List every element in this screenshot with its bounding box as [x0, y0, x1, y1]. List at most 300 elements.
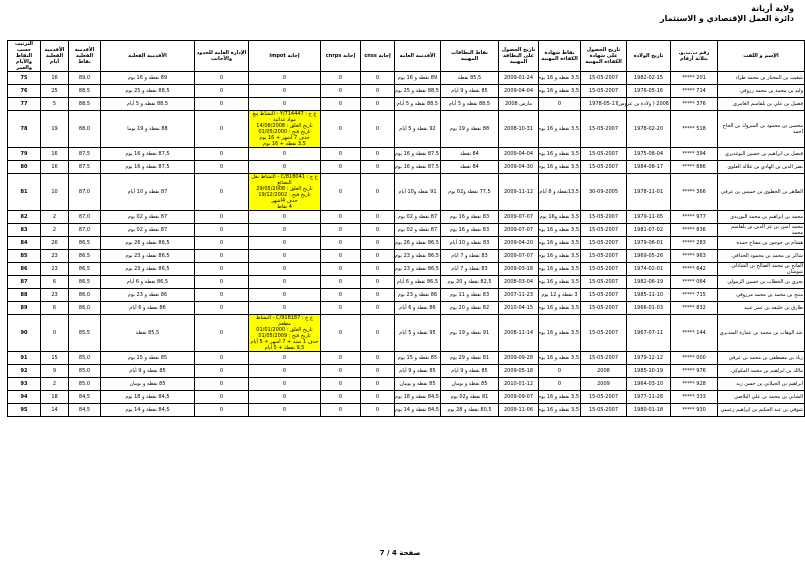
table-row — [8, 250, 805, 263]
impot-line: 0 — [282, 240, 287, 246]
cell-net: 88,5 نقطة و 5 أيام — [101, 98, 195, 111]
cell-cnrps: 0 — [321, 174, 361, 211]
impot-line: تاريخ فتح : 01/05/2009 — [258, 333, 311, 339]
impot-line: حذف 4أشهر — [271, 198, 298, 204]
cell-diploma-pts: 3,5 نقطة و 16 يوم — [539, 161, 581, 174]
cell-days: 16 — [41, 72, 69, 85]
cell-card-pts: 85 نقطة و 9 أيام — [441, 365, 499, 378]
cell-name: عبد الوهاب بن محمد بن عمارة السديري — [718, 315, 805, 352]
cell-dob: 1969-05-26 — [627, 250, 671, 263]
cell-net-pts: 86,5 — [69, 250, 101, 263]
cell-cin: 000 ***** — [671, 352, 718, 365]
impot-line: حذف 1 سنة + 7 أشهر + 5 أيام — [250, 339, 319, 345]
cell-impot — [249, 224, 321, 237]
cell-net-pts: 88,5 — [69, 98, 101, 111]
cell-name: شاكر بن محمد بن محمود الحداقي — [718, 250, 805, 263]
cell-name: هشام بن جوجور بن مفتاح حمده — [718, 237, 805, 250]
cell-days: 15 — [41, 352, 69, 365]
cell-diploma-pts: 3,5 نقطة و 16 يوم — [539, 404, 581, 417]
cell-card-date: 2009-07-07 — [499, 250, 539, 263]
cell-card-date: 2007-11-23 — [499, 289, 539, 302]
cell-general: 86,5 نقطة و 23 يوم — [395, 250, 441, 263]
cell-dob: 1979-11-05 — [627, 211, 671, 224]
cell-impot — [249, 148, 321, 161]
impot-line: 0 — [282, 88, 287, 94]
cell-rank: 95 — [8, 404, 41, 417]
cell-cin: 928 ***** — [671, 378, 718, 391]
cell-days: 2 — [41, 211, 69, 224]
cell-cnrps: 0 — [321, 378, 361, 391]
impot-line: 0 — [282, 266, 287, 272]
cell-dob: 2006 ( ولادة بن عروس) — [627, 98, 671, 111]
col-rank: الترتيب حسب النقاط والأيام والعمر — [8, 41, 41, 72]
impot-line: 0 — [282, 75, 287, 81]
cell-cnss: 0 — [361, 111, 395, 148]
cell-admin: 0 — [195, 98, 249, 111]
cell-dob: 1966-01-03 — [627, 302, 671, 315]
cell-net: 86,5 نقطة و 23 يوم — [101, 263, 195, 276]
cell-diploma-date: 15-05-2007 — [581, 289, 627, 302]
impot-line: 0 — [282, 381, 287, 387]
impot-line: 0 — [282, 407, 287, 413]
cell-admin: 0 — [195, 161, 249, 174]
col-cnss: إجابة cnss — [361, 41, 395, 72]
table-row — [8, 161, 805, 174]
cell-name: الطاهر بن الحطوي بن خميس بن عرفي — [718, 174, 805, 211]
cell-dob: 1967-07-11 — [627, 315, 671, 352]
cell-admin: 0 — [195, 315, 249, 352]
cell-general: 85 نقطة و 15 يوم — [395, 352, 441, 365]
cell-diploma-date: 15-05-2007 — [581, 404, 627, 417]
cell-card-date: مارس 2008 — [499, 98, 539, 111]
cell-rank: 77 — [8, 98, 41, 111]
cell-cnrps: 0 — [321, 224, 361, 237]
cell-cnss: 0 — [361, 276, 395, 289]
cell-card-date: 2010-04-15 — [499, 302, 539, 315]
cell-cin: 886 ***** — [671, 161, 718, 174]
cell-impot — [249, 276, 321, 289]
cell-card-pts: 85 نقطة و 9 أيام — [441, 85, 499, 98]
cell-diploma-date: 15-05-2007 — [581, 161, 627, 174]
cell-impot — [249, 85, 321, 98]
impot-line: حذف 7 أشهر + 16 يوم — [259, 135, 310, 141]
cell-card-pts: 83 نقطة و 7 أيام — [441, 263, 499, 276]
ranking-table — [7, 40, 805, 417]
impot-line: تاريخ الغلق : 29/05/2008 — [256, 186, 313, 192]
cell-admin: 0 — [195, 391, 249, 404]
cell-diploma-pts: 3,5 نقطة و 16 يوم — [539, 391, 581, 404]
cell-impot — [249, 302, 321, 315]
cell-admin: 0 — [195, 263, 249, 276]
table-row — [8, 237, 805, 250]
cell-admin: 0 — [195, 404, 249, 417]
cell-net-pts: 89,0 — [69, 72, 101, 85]
cell-cnss: 0 — [361, 250, 395, 263]
cell-cin: 144 ***** — [671, 315, 718, 352]
cell-net-pts: 87,0 — [69, 174, 101, 211]
cell-net-pts: 86,5 — [69, 237, 101, 250]
cell-general: 84,5 نقطة و 14 يوم — [395, 404, 441, 417]
cell-rank: 78 — [8, 111, 41, 148]
cell-days: 23 — [41, 250, 69, 263]
cell-card-date: 2009-04-30 — [499, 161, 539, 174]
cell-card-date: 2009-07-07 — [499, 224, 539, 237]
impot-line: 0 — [282, 394, 287, 400]
cell-general: 86 نقطة و 6 أيام — [395, 302, 441, 315]
impot-line: ع ج : C/818041 - النشاط نقل البضائع — [251, 174, 318, 186]
cell-general: 86,5 نقطة و 23 يوم — [395, 263, 441, 276]
cell-net-pts: 88,5 — [69, 85, 101, 98]
cell-general: 84,5 نقطة و 18 يوم — [395, 391, 441, 404]
table-row — [8, 391, 805, 404]
cell-cnrps: 0 — [321, 72, 361, 85]
cell-cin: 333 ***** — [671, 391, 718, 404]
cell-diploma-date: 30-09-2005 — [581, 174, 627, 211]
cell-general: 86,5 نقطة و 26 يوم — [395, 237, 441, 250]
cell-rank: 91 — [8, 352, 41, 365]
cell-impot — [249, 250, 321, 263]
cell-net-pts: 87,0 — [69, 224, 101, 237]
cell-net: 89 نقطة و 16 يوم — [101, 72, 195, 85]
cell-card-pts: 83 نقطة و 16 يوم — [441, 211, 499, 224]
cell-net: 84,5 نقطة و 14 يوم — [101, 404, 195, 417]
cell-cnrps: 0 — [321, 211, 361, 224]
cell-general: 87 نقطة و 02 يوم — [395, 211, 441, 224]
cell-admin: 0 — [195, 378, 249, 391]
cell-rank: 83 — [8, 224, 41, 237]
cell-diploma-date: 15-05-2007 — [581, 224, 627, 237]
table-row — [8, 98, 805, 111]
cell-dob: 1977-11-28 — [627, 391, 671, 404]
cell-net: 86,5 نقطة و 23 يوم — [101, 250, 195, 263]
cell-cin: 714 ***** — [671, 85, 718, 98]
table-row — [8, 148, 805, 161]
cell-cnss: 0 — [361, 302, 395, 315]
cell-rank: 81 — [8, 174, 41, 211]
cell-diploma-pts: 3,5 نقطة و 16 يوم — [539, 85, 581, 98]
cell-impot — [249, 378, 321, 391]
table-header-row — [8, 41, 805, 72]
cell-impot — [249, 263, 321, 276]
table-row — [8, 211, 805, 224]
cell-admin: 0 — [195, 211, 249, 224]
cell-diploma-pts: 3,5 نقطة و16 يوم — [539, 211, 581, 224]
cell-rank: 80 — [8, 161, 41, 174]
cell-diploma-pts: 3,5 نقطة و 16 يوم — [539, 237, 581, 250]
cell-days: 26 — [41, 237, 69, 250]
cell-cin: 836 ***** — [671, 224, 718, 237]
cell-impot — [249, 72, 321, 85]
cell-net: 84,5 نقطة و 18 يوم — [101, 391, 195, 404]
cell-name: الشابي بن محمد بن علي البلاصي — [718, 391, 805, 404]
cell-cnrps: 0 — [321, 111, 361, 148]
col-net-pts: الأقدمية الفعلية نقاط — [69, 41, 101, 72]
cell-diploma-pts: 3 نقطة و 12 يوم — [539, 289, 581, 302]
impot-line: تاريخ الغلق : 14/08/2008 — [256, 123, 313, 129]
table-row — [8, 404, 805, 417]
cell-impot — [249, 352, 321, 365]
cell-net-pts: 86,5 — [69, 263, 101, 276]
cell-cnrps: 0 — [321, 263, 361, 276]
cell-diploma-date: 15-05-2007 — [581, 391, 627, 404]
cell-name: طارق بن خليفة بن عمر عبيد — [718, 302, 805, 315]
impot-line: 4 نقاط — [277, 204, 292, 210]
cell-card-pts: 88,5 نقطة و 5 أيام — [441, 98, 499, 111]
impot-line: 0 — [282, 305, 287, 311]
impot-line: 0 — [282, 253, 287, 259]
cell-general: 87,5 نقطة و 16 يوم — [395, 161, 441, 174]
impot-line: 0 — [282, 279, 287, 285]
cell-name: الفاتح بن محمد الصالح بن الشاذلي شوشان — [718, 263, 805, 276]
cell-impot — [249, 211, 321, 224]
cell-diploma-date: 15-05-2007 — [581, 211, 627, 224]
cell-diploma-date: 15-05-2007 — [581, 352, 627, 365]
cell-diploma-date: 15-05-2007 — [581, 111, 627, 148]
cell-cnrps: 0 — [321, 98, 361, 111]
cell-cnss: 0 — [361, 85, 395, 98]
cell-days: 25 — [41, 85, 69, 98]
cell-card-pts: 84 نقطة — [441, 161, 499, 174]
cell-impot — [249, 289, 321, 302]
cell-general: 95 نقطة و 5 أيام — [395, 315, 441, 352]
cell-diploma-date: 1978-05-17 — [581, 98, 627, 111]
cell-days: 16 — [41, 148, 69, 161]
cell-cnrps: 0 — [321, 289, 361, 302]
cell-cnss: 0 — [361, 98, 395, 111]
impot-line: ع ج : C/918187 - النشاط مطعم — [256, 315, 313, 327]
cell-diploma-date: 2009 — [581, 378, 627, 391]
cell-card-date: 2009-04-04 — [499, 85, 539, 98]
cell-cnrps: 0 — [321, 85, 361, 98]
cell-net: 86 نقطة و 23 يوم — [101, 289, 195, 302]
cell-dob: 1964-03-10 — [627, 378, 671, 391]
col-net: الأقدمية الفعلية — [101, 41, 195, 72]
cell-diploma-date: 15-05-2007 — [581, 148, 627, 161]
cell-card-date: 2009-01-24 — [499, 72, 539, 85]
cell-net-pts: 87,0 — [69, 211, 101, 224]
cell-net-pts: 85,0 — [69, 378, 101, 391]
cell-net-pts: 85,0 — [69, 352, 101, 365]
cell-card-date: 2009-05-18 — [499, 365, 539, 378]
cell-admin: 0 — [195, 365, 249, 378]
cell-cnrps: 0 — [321, 250, 361, 263]
cell-admin: 0 — [195, 111, 249, 148]
cell-impot — [249, 174, 321, 211]
cell-cnss: 0 — [361, 352, 395, 365]
cell-dob: 1981-07-02 — [627, 224, 671, 237]
cell-dob: 1975-08-04 — [627, 148, 671, 161]
cell-diploma-pts: 0 — [539, 365, 581, 378]
page-number: صفحة 4 / 7 — [379, 549, 421, 557]
cell-cin: 963 ***** — [671, 250, 718, 263]
cell-net-pts: 86,5 — [69, 276, 101, 289]
table-row — [8, 263, 805, 276]
cell-days: 5 — [41, 98, 69, 111]
cell-card-date: 2009-09-07 — [499, 391, 539, 404]
col-general: الأقدمية العامة — [395, 41, 441, 72]
cell-rank: 93 — [8, 378, 41, 391]
cell-card-date: 2008-11-14 — [499, 315, 539, 352]
impot-line: 9,5 نقطة + 5 أيام — [264, 345, 305, 351]
cell-cnrps: 0 — [321, 352, 361, 365]
cell-card-pts: 88 نقطة و 19 يوم — [441, 111, 499, 148]
cell-name: بحري بن الخطاب بن حسين الزمولي — [718, 276, 805, 289]
table-row — [8, 289, 805, 302]
cell-card-pts: 83 نقطة و 7 أيام — [441, 250, 499, 263]
cell-name: زياد بن مصطفى بن محمد بن عرفي — [718, 352, 805, 365]
cell-net: 88,5 نقطة و 25 يوم — [101, 85, 195, 98]
table-row — [8, 85, 805, 98]
impot-line: تاريخ الغلق : 01/01/2000 — [256, 327, 313, 333]
table-row — [8, 224, 805, 237]
cell-diploma-pts: 3,5 نقطة و 16 يوم — [539, 250, 581, 263]
cell-cnrps: 0 — [321, 404, 361, 417]
table-row — [8, 352, 805, 365]
cell-cin: 366 ***** — [671, 174, 718, 211]
table-row — [8, 365, 805, 378]
col-impot: إجابة impot — [249, 41, 321, 72]
impot-line: 0 — [282, 164, 287, 170]
cell-cin: 201 ***** — [671, 72, 718, 85]
cell-days: 9 — [41, 365, 69, 378]
cell-diploma-pts: 13,5نقطة و 8 أيام — [539, 174, 581, 211]
cell-cin: 930 ***** — [671, 404, 718, 417]
cell-name: مالك بن ابراهيم بن محمد المكوكي — [718, 365, 805, 378]
cell-cnrps: 0 — [321, 276, 361, 289]
cell-card-pts: 77,5 نقطة و02 يوم — [441, 174, 499, 211]
cell-cnss: 0 — [361, 174, 395, 211]
cell-cnss: 0 — [361, 224, 395, 237]
cell-cin: 064 ***** — [671, 276, 718, 289]
cell-cnrps: 0 — [321, 237, 361, 250]
cell-diploma-pts: 3,5 نقطة و 16 يوم — [539, 302, 581, 315]
cell-name: محمد أمين بن عز الدين بن بلقاسم محمد — [718, 224, 805, 237]
cell-admin: 0 — [195, 85, 249, 98]
cell-rank: 86 — [8, 263, 41, 276]
cell-card-pts: 91 نقطة و 19 يوم — [441, 315, 499, 352]
cell-card-date: 2009-11-06 — [499, 404, 539, 417]
cell-name: شوقي بن عبد الحكيم بن ابراهيم زعيمي — [718, 404, 805, 417]
cell-dob: 1984-08-17 — [627, 161, 671, 174]
cell-net: 87 نقطة و 02 يوم — [101, 211, 195, 224]
cell-card-date: 2009-04-04 — [499, 148, 539, 161]
cell-card-pts: 82 نقطة و 20 يوم — [441, 302, 499, 315]
cell-impot — [249, 404, 321, 417]
col-card-pts: نقاط البطاقات المهنية — [441, 41, 499, 72]
cell-net: 87 نقطة و 02 يوم — [101, 224, 195, 237]
cell-diploma-date: 15-05-2007 — [581, 85, 627, 98]
cell-admin: 0 — [195, 148, 249, 161]
cell-impot — [249, 161, 321, 174]
cell-cin: 976 ***** — [671, 365, 718, 378]
impot-line: ع ج : Y/714447 - النشاط بيع مواد غذائية — [252, 111, 317, 123]
cell-net-pts: 87,5 — [69, 148, 101, 161]
cell-dob: 1982-02-15 — [627, 72, 671, 85]
cell-cin: 518 ***** — [671, 111, 718, 148]
cell-rank: 90 — [8, 315, 41, 352]
impot-line: 0 — [282, 292, 287, 298]
impot-line: 0 — [282, 214, 287, 220]
cell-card-date: 2009-04-20 — [499, 237, 539, 250]
cell-days: 23 — [41, 263, 69, 276]
col-cnrps: إجابة cnrps — [321, 41, 361, 72]
cell-rank: 82 — [8, 211, 41, 224]
cell-net-pts: 85,5 — [69, 315, 101, 352]
cell-cnrps: 0 — [321, 302, 361, 315]
cell-card-date: 2008-10-31 — [499, 111, 539, 148]
cell-admin: 0 — [195, 72, 249, 85]
impot-line: 0 — [282, 151, 287, 157]
table-row — [8, 174, 805, 211]
cell-net: 87,5 نقطة و 16 يوم — [101, 161, 195, 174]
impot-line: تاريخ فتح : 01/05/2000 — [258, 129, 311, 135]
cell-card-date: 2009-09-28 — [499, 352, 539, 365]
cell-cnrps: 0 — [321, 161, 361, 174]
cell-admin: 0 — [195, 237, 249, 250]
cell-diploma-pts: 3,5 نقطة و 16 يوم — [539, 111, 581, 148]
cell-days: 6 — [41, 276, 69, 289]
cell-rank: 94 — [8, 391, 41, 404]
cell-name: نصر الدين بن الهادي بن علالة العلوي — [718, 161, 805, 174]
cell-admin: 0 — [195, 250, 249, 263]
cell-cin: 715 ***** — [671, 289, 718, 302]
cell-general: 87 نقطة و 02 يوم — [395, 224, 441, 237]
cell-name: فيصل بن ابراهيم بن حسين البوغديري — [718, 148, 805, 161]
cell-rank: 76 — [8, 85, 41, 98]
cell-name: منتج بن محمد بن محمد مرزوقي — [718, 289, 805, 302]
impot-line: 0 — [282, 368, 287, 374]
cell-dob: 1985-11-10 — [627, 289, 671, 302]
document-header — [660, 4, 794, 24]
cell-cin: 642 ***** — [671, 263, 718, 276]
cell-cnss: 0 — [361, 378, 395, 391]
col-diploma-date: تاريخ الحصول على شهادة الكفاءة المهنية — [581, 41, 627, 72]
cell-days: 0 — [41, 315, 69, 352]
cell-rank: 87 — [8, 276, 41, 289]
cell-rank: 92 — [8, 365, 41, 378]
cell-dob: 1980-01-18 — [627, 404, 671, 417]
col-days: الأقدمية الفعلية أيام — [41, 41, 69, 72]
table-row — [8, 111, 805, 148]
cell-general: 85 نقطة و 9 أيام — [395, 365, 441, 378]
cell-days: 2 — [41, 224, 69, 237]
cell-dob: 1974-02-01 — [627, 263, 671, 276]
cell-days: 19 — [41, 111, 69, 148]
cell-dob: 1979-06-01 — [627, 237, 671, 250]
impot-line: 3,5 نقطة + 16 يوم — [263, 141, 306, 147]
cell-card-pts: 85 نقطة و يومان — [441, 378, 499, 391]
cell-diploma-pts: 3,5 نقطة و 16 يوم — [539, 315, 581, 352]
cell-cin: 394 ***** — [671, 148, 718, 161]
cell-card-pts: 84 نقطة — [441, 148, 499, 161]
cell-diploma-pts: 3,5 نقطة و 16 يوم — [539, 276, 581, 289]
table-row — [8, 276, 805, 289]
cell-net: 87 نقطة و 10 أيام — [101, 174, 195, 211]
cell-card-date: 2008-03-04 — [499, 276, 539, 289]
table-row — [8, 315, 805, 352]
cell-diploma-pts: 3,5 نقطة و 16 يوم — [539, 148, 581, 161]
cell-general: 88,5 نقطة و 25 يوم — [395, 85, 441, 98]
col-card-date: تاريخ الحصول على البطاقة المهنية — [499, 41, 539, 72]
cell-rank: 79 — [8, 148, 41, 161]
cell-days: 14 — [41, 404, 69, 417]
cell-net-pts: 86,0 — [69, 302, 101, 315]
cell-cnss: 0 — [361, 161, 395, 174]
cell-days: 16 — [41, 161, 69, 174]
impot-line: 0 — [282, 355, 287, 361]
cell-card-pts: 83 نقطة و 16 يوم — [441, 224, 499, 237]
cell-diploma-pts: 3,5 نقطة و 16 يوم — [539, 224, 581, 237]
